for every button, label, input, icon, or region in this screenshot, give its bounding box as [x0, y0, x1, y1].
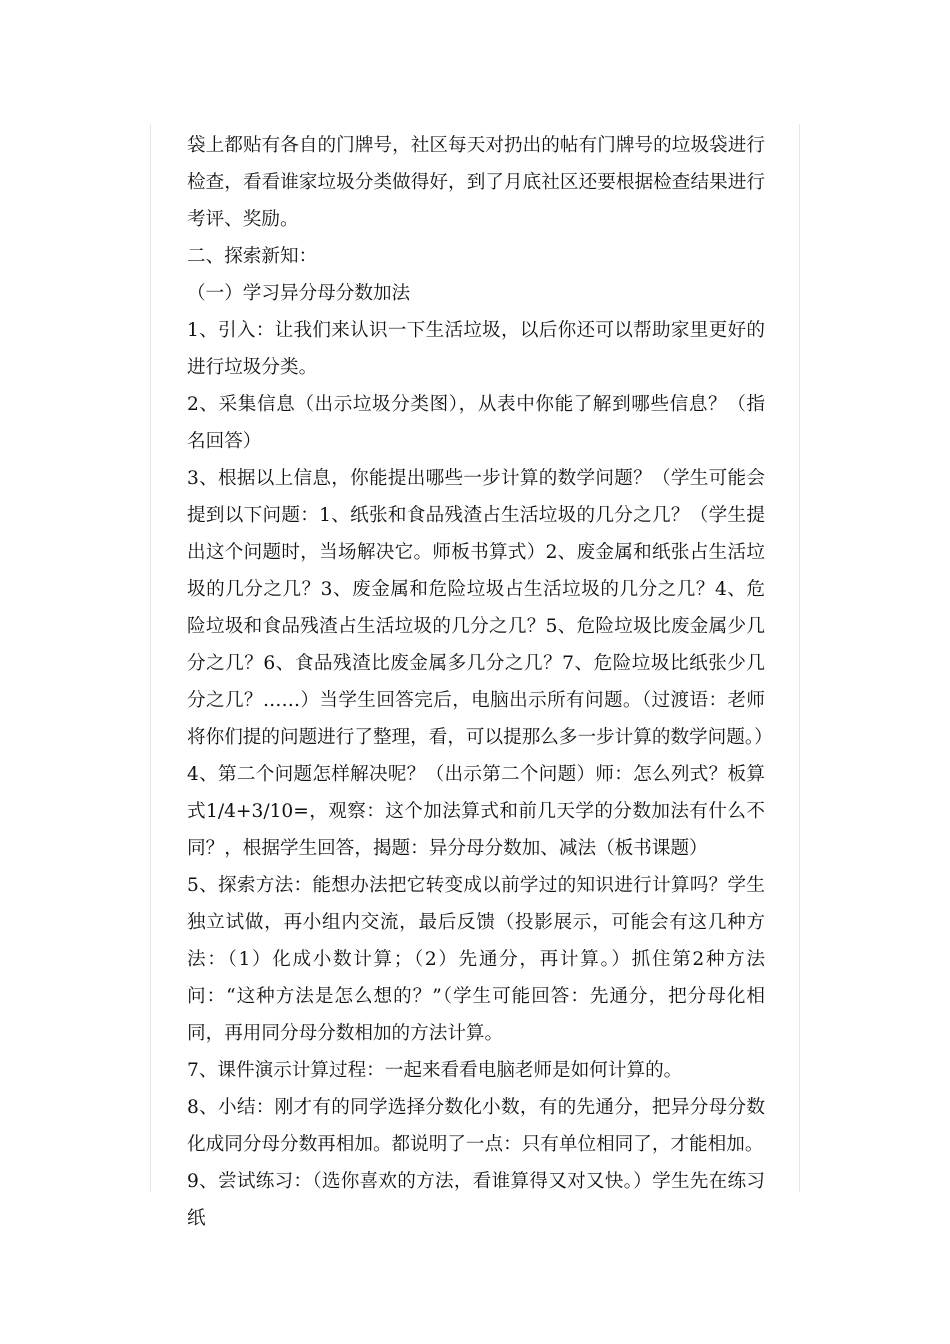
left-margin-line: [150, 124, 151, 1192]
paragraph-step-8: 8、小结：刚才有的同学选择分数化小数，有的先通分，把异分母分数化成同分母分数再相加。都说明了一点：只有单位相同了，才能相加。: [187, 1097, 765, 1155]
paragraph-step-4: 4、第二个问题怎样解决呢？（出示第二个问题）师：怎么列式？板算式1/4+3/10=，观察：这个加法算式和前几天学的分数加法有什么不同？，根据学生回答，揭题：异分母分数加、减法（板书课题）: [187, 764, 765, 859]
paragraph-step-5: 5、探索方法：能想办法把它转变成以前学过的知识进行计算吗？学生独立试做，再小组内交流，最后反馈（投影展示，可能会有这几种方法：（1）化成小数计算；（2）先通分，再计算。）抓住第2种方法问：“这种方法是怎么想的？”（学生可能回答：先通分，把分母化相同，再用同分母分数相加的方法计算。: [187, 875, 765, 1044]
subsection-heading: （一）学习异分母分数加法: [187, 283, 411, 304]
paragraph-step-3: 3、根据以上信息，你能提出哪些一步计算的数学问题？（学生可能会提到以下问题：1、纸张和食品残渣占生活垃圾的几分之几？（学生提出这个问题时，当场解决它。师板书算式）2、废金属和纸张占生活垃圾的几分之几？3、废金属和危险垃圾占生活垃圾的几分之几？4、危险垃圾和食品残渣占生活垃圾的几分之几？5、危险垃圾比废金属少几分之几？6、食品残渣比废金属多几分之几？7、危险垃圾比纸张少几分之几？……）当学生回答完后，电脑出示所有问题。（过渡语：老师将你们提的问题进行了整理，看，可以提那么多一步计算的数学问题。）: [187, 468, 773, 748]
section-heading-explore: 二、探索新知：: [187, 246, 318, 267]
paragraph-step-7: 7、课件演示计算过程：一起来看看电脑老师是如何计算的。: [187, 1060, 683, 1081]
paragraph-continuation: 袋上都贴有各自的门牌号，社区每天对扔出的帖有门牌号的垃圾袋进行检查，看看谁家垃圾分类做得好，到了月底社区还要根据检查结果进行考评、奖励。: [187, 135, 765, 230]
paragraph-step-9: 9、尝试练习：（选你喜欢的方法，看谁算得又对又快。）学生先在练习纸: [187, 1171, 765, 1229]
paragraph-step-1: 1、引入：让我们来认识一下生活垃圾，以后你还可以帮助家里更好的进行垃圾分类。: [187, 320, 765, 378]
right-margin-line: [799, 124, 800, 1192]
document-body: [187, 127, 773, 1237]
paragraph-step-2: 2、采集信息（出示垃圾分类图），从表中你能了解到哪些信息？（指名回答）: [187, 394, 765, 452]
